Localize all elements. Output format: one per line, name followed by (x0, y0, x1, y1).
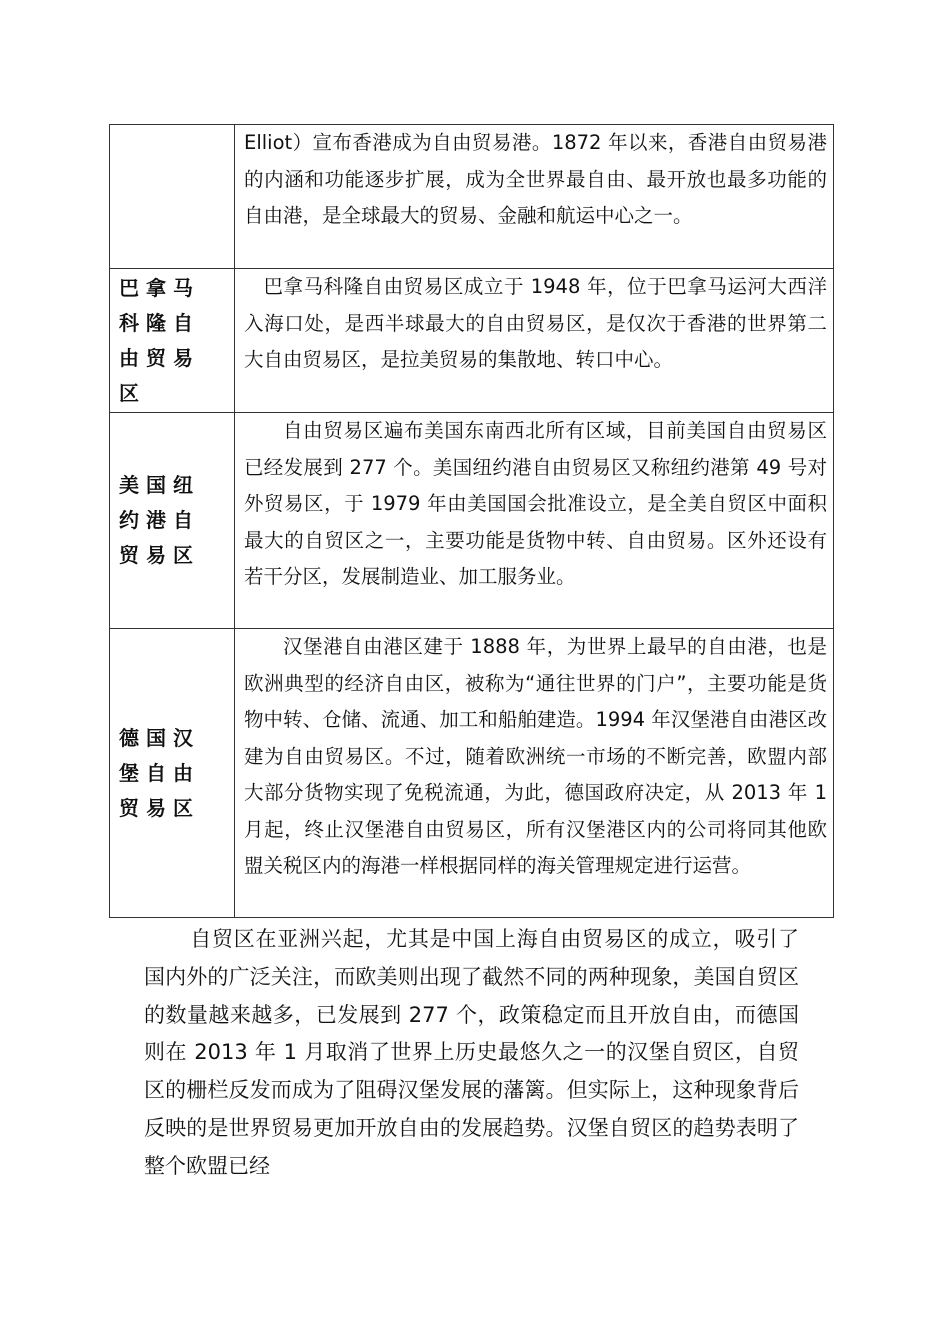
zone-name: 巴拿马科隆自由贸易区 (119, 275, 200, 405)
zone-description-cell (235, 413, 834, 629)
zone-name: 美国纽约港自贸易区 (119, 473, 200, 567)
zone-description: 自由贸易区遍布美国东南西北所有区域，目前美国自由贸易区已经发展到 277 个。美国纽约港自由贸易区又称纽约港第 49 号对外贸易区，于 1979 年由美国国会批准设立，是全美自贸区中面积最大的自贸区之一，主要功能是货物中转、自由贸易。区外还设有若干分区，发展制造业、加工服务业。 (244, 419, 827, 588)
table-row (110, 629, 834, 918)
zone-name-cell (110, 125, 235, 269)
table-row (110, 269, 834, 413)
zone-name-cell (110, 269, 235, 413)
zone-description: 汉堡港自由港区建于 1888 年，为世界上最早的自由港，也是欧洲典型的经济自由区，被称为“通往世界的门户”，主要功能是货物中转、仓储、流通、加工和船舶建造。1994 年汉堡港自由港区改建为自由贸易区。不过，随着欧洲统一市场的不断完善，欧盟内部大部分货物实现了免税流通，为此，德国政府决定，从 2013 年 1 月起，终止汉堡港自由贸易区，所有汉堡港区内的公司将同其他欧盟关税区内的海港一样根据同样的海关管理规定进行运营。 (244, 635, 827, 877)
table-row (110, 125, 834, 269)
zone-name: 德国汉堡自由贸易区 (119, 725, 200, 820)
zone-description-cell (235, 125, 834, 269)
body-paragraph: 自贸区在亚洲兴起，尤其是中国上海自由贸易区的成立，吸引了国内外的广泛关注，而欧美则出现了截然不同的两种现象，美国自贸区的数量越来越多，已发展到 277 个，政策稳定而且开放自由，而德国则在 2013 年 1 月取消了世界上历史最悠久之一的汉堡自贸区，自贸区的栅栏反发而成为了阻碍汉堡发展的藩篱。但实际上，这种现象背后反映的是世界贸易更加开放自由的发展趋势。汉堡自贸区的趋势表明了整个欧盟已经 (144, 927, 799, 1178)
zone-description: 巴拿马科隆自由贸易区成立于 1948 年，位于巴拿马运河大西洋入海口处，是西半球最大的自由贸易区，是仅次于香港的世界第二大自由贸易区，是拉美贸易的集散地、转口中心。 (244, 275, 827, 371)
free-trade-zone-table (109, 124, 834, 918)
zone-description-cell (235, 269, 834, 413)
zone-description-cell (235, 629, 834, 918)
table-row (110, 413, 834, 629)
zone-description: Elliot）宣布香港成为自由贸易港。1872 年以来，香港自由贸易港的内涵和功能逐步扩展，成为全世界最自由、最开放也最多功能的自由港，是全球最大的贸易、金融和航运中心之一。 (244, 131, 827, 227)
zone-name (110, 125, 234, 268)
zone-name-cell (110, 413, 235, 629)
zone-name-cell (110, 629, 235, 918)
